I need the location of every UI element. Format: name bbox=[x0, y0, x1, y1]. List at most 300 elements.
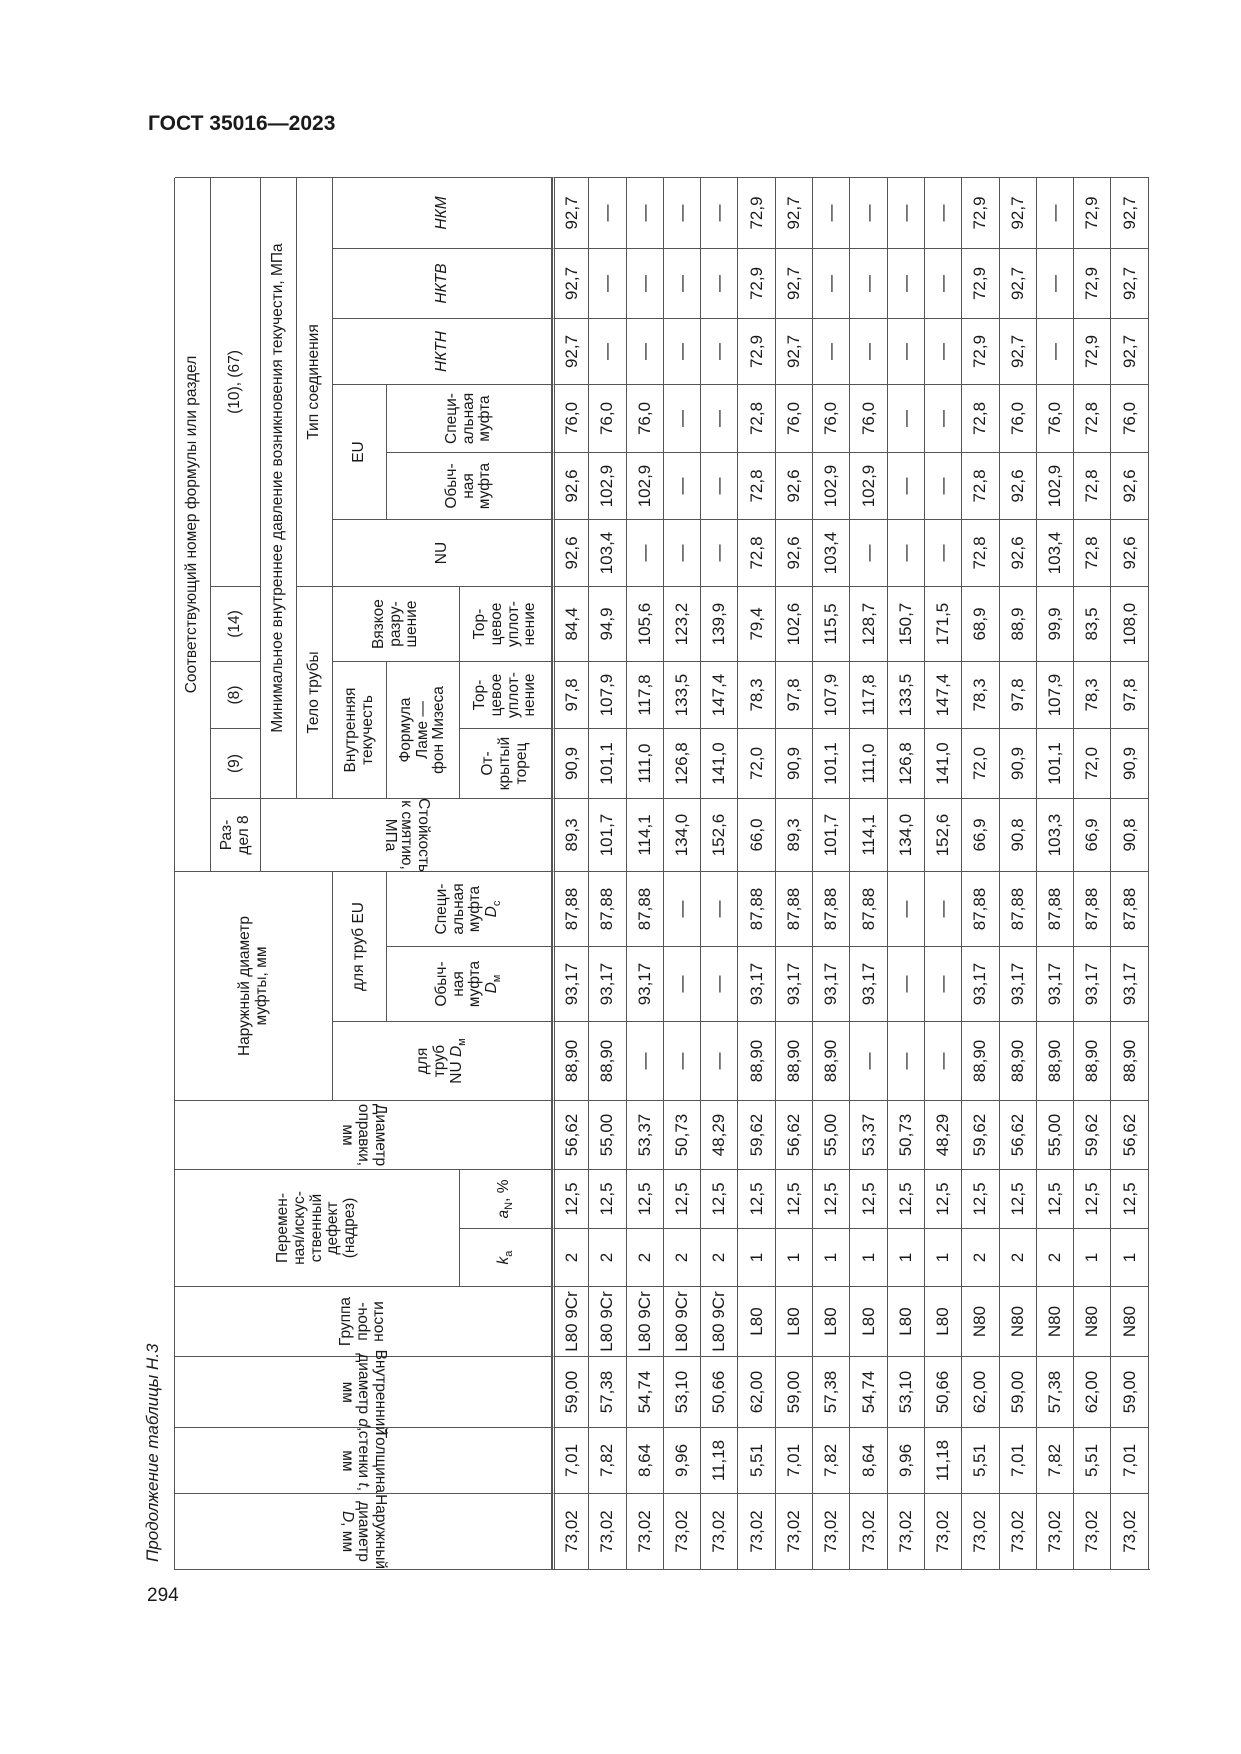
header-end-seal-ductile: Тор- цевое уплот- нение bbox=[460, 586, 552, 661]
table-cell: 5,51 bbox=[1074, 1427, 1111, 1493]
table-cell: 87,88 bbox=[850, 871, 887, 946]
table-cell: 88,90 bbox=[776, 1021, 813, 1100]
table-cell: 126,8 bbox=[664, 728, 701, 798]
table-cell: L80 9Cr bbox=[701, 1286, 738, 1356]
table-cell: 102,9 bbox=[1037, 452, 1074, 519]
table-cell: 72,8 bbox=[962, 519, 999, 586]
table-cell: 115,5 bbox=[813, 586, 850, 661]
table-cell: 107,9 bbox=[1037, 661, 1074, 728]
table-cell: 11,18 bbox=[925, 1427, 962, 1493]
table-cell: — bbox=[813, 318, 850, 384]
symbol: D bbox=[483, 906, 501, 918]
table-cell: 62,00 bbox=[962, 1356, 999, 1427]
header-regular-coupling bbox=[387, 946, 552, 1021]
table-cell: 134,0 bbox=[664, 798, 701, 871]
table-cell: 73,02 bbox=[701, 1493, 738, 1569]
table-cell: 93,17 bbox=[1111, 946, 1148, 1021]
header-ductile-rupture: Вязкое разру- шение bbox=[333, 586, 460, 661]
table-cell: 97,8 bbox=[776, 661, 813, 728]
subscript: N bbox=[502, 1201, 515, 1210]
table-cell: 12,5 bbox=[627, 1169, 664, 1228]
table-cell: 1 bbox=[738, 1228, 775, 1286]
table-cell: 73,02 bbox=[888, 1493, 925, 1569]
table-cell: — bbox=[664, 318, 701, 384]
label: Диаметр оправки, мм bbox=[338, 1103, 390, 1167]
table-cell: 12,5 bbox=[925, 1169, 962, 1228]
table-cell: 5,51 bbox=[962, 1427, 999, 1493]
table-cell: L80 9Cr bbox=[552, 1286, 589, 1356]
table-cell: — bbox=[925, 177, 962, 248]
table-cell: — bbox=[664, 177, 701, 248]
table-cell: 88,90 bbox=[962, 1021, 999, 1100]
header-formula-10-67: (10), (67) bbox=[211, 177, 261, 586]
table-cell: 72,0 bbox=[962, 728, 999, 798]
table-cell: 12,5 bbox=[850, 1169, 887, 1228]
table-cell: 59,62 bbox=[962, 1100, 999, 1169]
table-cell: 73,02 bbox=[1111, 1493, 1148, 1569]
table-cell: — bbox=[925, 519, 962, 586]
table-cell: — bbox=[813, 248, 850, 318]
table-cell: L80 bbox=[850, 1286, 887, 1356]
table-cell: 114,1 bbox=[850, 798, 887, 871]
label: Специ- альная муфта bbox=[432, 883, 484, 935]
symbol: k bbox=[494, 1256, 512, 1265]
header-inner-diameter bbox=[175, 1349, 552, 1435]
header-open-end: От- крытый торец bbox=[460, 728, 552, 798]
table-cell: 5,51 bbox=[738, 1427, 775, 1493]
symbol: d bbox=[355, 1418, 373, 1427]
table-cell: — bbox=[701, 452, 738, 519]
table-cell: 2 bbox=[664, 1228, 701, 1286]
table-cell: 87,88 bbox=[738, 871, 775, 946]
table-cell: 111,0 bbox=[627, 728, 664, 798]
table-cell: 54,74 bbox=[850, 1356, 887, 1427]
table-cell: 73,02 bbox=[813, 1493, 850, 1569]
header-min-internal-pressure: Минимальное внутреннее давление возникновения текучести, МПа bbox=[261, 177, 297, 798]
table-cell: 92,6 bbox=[1111, 452, 1148, 519]
table-cell: 7,82 bbox=[813, 1427, 850, 1493]
page-number: 294 bbox=[147, 1585, 179, 1606]
table-cell: 90,9 bbox=[1000, 728, 1037, 798]
table-cell: 92,6 bbox=[776, 519, 813, 586]
unit: , мм bbox=[338, 1522, 356, 1553]
table-cell: 76,0 bbox=[1000, 384, 1037, 452]
table-cell: 12,5 bbox=[738, 1169, 775, 1228]
table-cell: 92,7 bbox=[1111, 177, 1148, 248]
table-cell: 87,88 bbox=[962, 871, 999, 946]
table-cell: 88,90 bbox=[1037, 1021, 1074, 1100]
table-cell: 117,8 bbox=[850, 661, 887, 728]
table-cell: 50,66 bbox=[925, 1356, 962, 1427]
table-cell: 72,9 bbox=[1074, 177, 1111, 248]
table-cell: 88,90 bbox=[1111, 1021, 1148, 1100]
table-cell: 171,5 bbox=[925, 586, 962, 661]
table-cell: 2 bbox=[627, 1228, 664, 1286]
table-cell: 53,10 bbox=[664, 1356, 701, 1427]
table-cell: 66,0 bbox=[738, 798, 775, 871]
table-cell: — bbox=[664, 946, 701, 1021]
table-cell: 102,9 bbox=[589, 452, 626, 519]
table-cell: — bbox=[850, 519, 887, 586]
table-cell: 12,5 bbox=[589, 1169, 626, 1228]
table-cell: 72,9 bbox=[1074, 248, 1111, 318]
table-cell: 56,62 bbox=[776, 1100, 813, 1169]
table-cell: 50,73 bbox=[664, 1100, 701, 1169]
table-cell: 92,7 bbox=[552, 177, 589, 248]
table-cell: 152,6 bbox=[701, 798, 738, 871]
table-cell: — bbox=[925, 1021, 962, 1100]
table-caption: Продолжение таблицы Н.3 bbox=[143, 1343, 162, 1562]
header-conn-special: Специ- альная муфта bbox=[387, 384, 552, 452]
table-cell: 72,8 bbox=[1074, 452, 1111, 519]
table-cell: 76,0 bbox=[1037, 384, 1074, 452]
header-for-nu bbox=[333, 1021, 552, 1100]
table-cell: 66,9 bbox=[962, 798, 999, 871]
table-cell: 76,0 bbox=[1111, 384, 1148, 452]
table-cell: 92,7 bbox=[776, 318, 813, 384]
table-cell: — bbox=[589, 318, 626, 384]
table-cell: 73,02 bbox=[589, 1493, 626, 1569]
table-cell: 73,02 bbox=[962, 1493, 999, 1569]
subscript: a bbox=[502, 1250, 515, 1257]
table-cell: 72,0 bbox=[738, 728, 775, 798]
symbol: D bbox=[483, 982, 501, 994]
table-cell: 76,0 bbox=[552, 384, 589, 452]
table-cell: — bbox=[701, 318, 738, 384]
header-for-eu: для труб EU bbox=[333, 871, 387, 1021]
table-cell: 105,6 bbox=[627, 586, 664, 661]
table-cell: 73,02 bbox=[738, 1493, 775, 1569]
table-cell: 73,02 bbox=[776, 1493, 813, 1569]
table-cell: 88,90 bbox=[589, 1021, 626, 1100]
table-cell: 76,0 bbox=[850, 384, 887, 452]
table-cell: — bbox=[664, 1021, 701, 1100]
header-end-seal: Тор- цевое уплот- нение bbox=[460, 661, 552, 728]
table-cell: 102,9 bbox=[627, 452, 664, 519]
table-cell: 147,4 bbox=[701, 661, 738, 728]
header-nktv: НКТВ bbox=[333, 248, 552, 318]
table-cell: 7,01 bbox=[552, 1427, 589, 1493]
header-an bbox=[460, 1169, 552, 1228]
table-cell: 90,9 bbox=[552, 728, 589, 798]
table-cell: 133,5 bbox=[888, 661, 925, 728]
header-pipe-body: Тело трубы bbox=[297, 586, 333, 798]
table-cell: 76,0 bbox=[627, 384, 664, 452]
header-collapse-resistance bbox=[261, 798, 552, 871]
table-cell: 88,9 bbox=[1000, 586, 1037, 661]
table-cell: — bbox=[850, 248, 887, 318]
table-cell: 102,6 bbox=[776, 586, 813, 661]
table-cell: 73,02 bbox=[552, 1493, 589, 1569]
table-cell: 92,6 bbox=[552, 452, 589, 519]
table-cell: — bbox=[925, 946, 962, 1021]
table-cell: 72,9 bbox=[962, 318, 999, 384]
table-cell: 107,9 bbox=[589, 661, 626, 728]
table-cell: 101,7 bbox=[589, 798, 626, 871]
table-cell: 72,8 bbox=[738, 452, 775, 519]
table-cell: 56,62 bbox=[552, 1100, 589, 1169]
table-cell: — bbox=[627, 318, 664, 384]
table-cell: — bbox=[701, 248, 738, 318]
label: Толщина стенки bbox=[355, 1428, 390, 1493]
table-cell: 76,0 bbox=[813, 384, 850, 452]
table-cell: 88,90 bbox=[552, 1021, 589, 1100]
table-cell: 72,8 bbox=[962, 384, 999, 452]
table-cell: N80 bbox=[1074, 1286, 1111, 1356]
header-wall-thickness bbox=[175, 1427, 552, 1493]
table-cell: — bbox=[850, 177, 887, 248]
table-cell: 97,8 bbox=[1000, 661, 1037, 728]
table-cell: 101,7 bbox=[813, 798, 850, 871]
table-cell: 11,18 bbox=[701, 1427, 738, 1493]
table-cell: 93,17 bbox=[776, 946, 813, 1021]
table-cell: — bbox=[925, 384, 962, 452]
table-cell: 7,01 bbox=[1111, 1427, 1148, 1493]
table-cell: 76,0 bbox=[776, 384, 813, 452]
table-cell: — bbox=[664, 519, 701, 586]
table-cell: 107,9 bbox=[813, 661, 850, 728]
header-mandrel-diameter bbox=[175, 1100, 552, 1169]
header-strength-group: Группа проч- ности bbox=[175, 1286, 552, 1356]
table-cell: — bbox=[925, 871, 962, 946]
table-cell: 72,0 bbox=[1074, 728, 1111, 798]
table-cell: 123,2 bbox=[664, 586, 701, 661]
header-nktn: НКТН bbox=[333, 318, 552, 384]
table-cell: 102,9 bbox=[813, 452, 850, 519]
table-cell: 89,3 bbox=[776, 798, 813, 871]
table-cell: 87,88 bbox=[776, 871, 813, 946]
table-cell: 2 bbox=[701, 1228, 738, 1286]
table-cell: 126,8 bbox=[888, 728, 925, 798]
table-cell: 133,5 bbox=[664, 661, 701, 728]
label: Внутренний диаметр bbox=[355, 1349, 390, 1435]
table-cell: 68,9 bbox=[962, 586, 999, 661]
table-cell: 92,7 bbox=[552, 248, 589, 318]
table-cell: 59,62 bbox=[1074, 1100, 1111, 1169]
table-cell: 12,5 bbox=[1111, 1169, 1148, 1228]
table-cell: 87,88 bbox=[589, 871, 626, 946]
table-cell: 50,73 bbox=[888, 1100, 925, 1169]
table-cell: 97,8 bbox=[1111, 661, 1148, 728]
document-title: ГОСТ 35016—2023 bbox=[148, 112, 336, 135]
table-cell: 92,7 bbox=[776, 248, 813, 318]
header-special-coupling bbox=[387, 871, 552, 946]
table-cell: 66,9 bbox=[1074, 798, 1111, 871]
table-cell: 55,00 bbox=[1037, 1100, 1074, 1169]
table-cell: 72,8 bbox=[738, 384, 775, 452]
table-h3-rotated bbox=[174, 178, 1150, 1570]
table-cell: 56,62 bbox=[1000, 1100, 1037, 1169]
table-cell: 62,00 bbox=[738, 1356, 775, 1427]
table-cell: 90,8 bbox=[1111, 798, 1148, 871]
table-cell: 101,1 bbox=[589, 728, 626, 798]
table-cell: 90,9 bbox=[1111, 728, 1148, 798]
unit: , мм bbox=[338, 1381, 373, 1432]
table-cell: 92,6 bbox=[1111, 519, 1148, 586]
table-cell: 54,74 bbox=[627, 1356, 664, 1427]
table-cell: 55,00 bbox=[813, 1100, 850, 1169]
table-cell: 73,02 bbox=[1000, 1493, 1037, 1569]
table-cell: N80 bbox=[1000, 1286, 1037, 1356]
table-cell: — bbox=[813, 177, 850, 248]
table-cell: 87,88 bbox=[1037, 871, 1074, 946]
table-cell: 92,6 bbox=[552, 519, 589, 586]
table-cell: 134,0 bbox=[888, 798, 925, 871]
table-cell: 55,00 bbox=[589, 1100, 626, 1169]
table-cell: — bbox=[850, 1021, 887, 1100]
table-cell: 59,00 bbox=[1111, 1356, 1148, 1427]
table-cell: 73,02 bbox=[664, 1493, 701, 1569]
table-cell: — bbox=[701, 384, 738, 452]
table-cell: — bbox=[701, 871, 738, 946]
table-cell: 93,17 bbox=[850, 946, 887, 1021]
table-cell: — bbox=[701, 946, 738, 1021]
table-cell: 12,5 bbox=[701, 1169, 738, 1228]
table-cell: 1 bbox=[776, 1228, 813, 1286]
table-cell: — bbox=[888, 946, 925, 1021]
table-cell: 93,17 bbox=[589, 946, 626, 1021]
table-cell: 141,0 bbox=[701, 728, 738, 798]
table-cell: 1 bbox=[850, 1228, 887, 1286]
table-cell: 48,29 bbox=[701, 1100, 738, 1169]
symbol: D bbox=[338, 1510, 356, 1523]
table-cell: 2 bbox=[589, 1228, 626, 1286]
header-conn-regular: Обыч- ная муфта bbox=[387, 452, 552, 519]
table-cell: 50,66 bbox=[701, 1356, 738, 1427]
table-cell: 73,02 bbox=[1037, 1493, 1074, 1569]
table-cell: — bbox=[664, 248, 701, 318]
table-cell: 12,5 bbox=[1074, 1169, 1111, 1228]
table-cell: 72,9 bbox=[738, 248, 775, 318]
table-cell: 92,6 bbox=[776, 452, 813, 519]
table-cell: 72,9 bbox=[1074, 318, 1111, 384]
table-cell: 12,5 bbox=[776, 1169, 813, 1228]
table-cell: L80 bbox=[813, 1286, 850, 1356]
table-cell: 88,90 bbox=[1000, 1021, 1037, 1100]
table-cell: 141,0 bbox=[925, 728, 962, 798]
table-cell: — bbox=[701, 177, 738, 248]
table-cell: 72,8 bbox=[962, 452, 999, 519]
table-cell: 7,82 bbox=[1037, 1427, 1074, 1493]
table-cell: 93,17 bbox=[552, 946, 589, 1021]
table-cell: 89,3 bbox=[552, 798, 589, 871]
table-cell: — bbox=[888, 452, 925, 519]
table-cell: 73,02 bbox=[925, 1493, 962, 1569]
table-cell: — bbox=[701, 1021, 738, 1100]
symbol: a bbox=[494, 1209, 512, 1219]
table-cell: 103,4 bbox=[813, 519, 850, 586]
header-section-8: Раз- дел 8 bbox=[211, 798, 261, 871]
table-cell: 93,17 bbox=[813, 946, 850, 1021]
header-connection-type: Тип соединения bbox=[297, 177, 333, 586]
table-cell: 78,3 bbox=[738, 661, 775, 728]
header-defect: Перемен- ная/искус- ственный дефект (надрез) bbox=[175, 1169, 460, 1286]
table-cell: 88,90 bbox=[738, 1021, 775, 1100]
table-cell: L80 9Cr bbox=[664, 1286, 701, 1356]
table-cell: — bbox=[664, 871, 701, 946]
table-cell: 12,5 bbox=[888, 1169, 925, 1228]
table-cell: 73,02 bbox=[850, 1493, 887, 1569]
table-cell: 117,8 bbox=[627, 661, 664, 728]
table-cell: 103,4 bbox=[589, 519, 626, 586]
table-cell: 103,3 bbox=[1037, 798, 1074, 871]
table-cell: 72,9 bbox=[738, 318, 775, 384]
table-cell: 59,00 bbox=[552, 1356, 589, 1427]
table-cell: — bbox=[888, 871, 925, 946]
table-cell: — bbox=[1037, 248, 1074, 318]
table-cell: 87,88 bbox=[813, 871, 850, 946]
table-cell: 152,6 bbox=[925, 798, 962, 871]
header-coupling-diameter: Наружный диаметр муфты, мм bbox=[175, 871, 333, 1100]
header-formula-reference: Соответствующий номер формулы или раздел bbox=[175, 177, 211, 871]
table-cell: 48,29 bbox=[925, 1100, 962, 1169]
table-cell: 93,17 bbox=[627, 946, 664, 1021]
label: Стойкость к смятию, МПа bbox=[381, 798, 433, 872]
table-cell: 2 bbox=[1037, 1228, 1074, 1286]
table-cell: 79,4 bbox=[738, 586, 775, 661]
table-cell: — bbox=[888, 519, 925, 586]
table-cell: L80 bbox=[776, 1286, 813, 1356]
table-cell: L80 9Cr bbox=[589, 1286, 626, 1356]
label: Наружный диаметр bbox=[355, 1494, 390, 1569]
table-cell: 73,02 bbox=[627, 1493, 664, 1569]
table-cell: — bbox=[888, 248, 925, 318]
label: для труб NU bbox=[414, 1044, 465, 1084]
table-cell: L80 bbox=[738, 1286, 775, 1356]
table-cell: 92,6 bbox=[1000, 452, 1037, 519]
table-cell: 1 bbox=[813, 1228, 850, 1286]
table-cell: 92,7 bbox=[1000, 177, 1037, 248]
table-cell: 72,9 bbox=[962, 177, 999, 248]
table-cell: — bbox=[888, 384, 925, 452]
table-cell: 7,01 bbox=[1000, 1427, 1037, 1493]
table-cell: 12,5 bbox=[664, 1169, 701, 1228]
table-cell: 62,00 bbox=[1074, 1356, 1111, 1427]
table-cell: — bbox=[888, 177, 925, 248]
table-cell: 101,1 bbox=[813, 728, 850, 798]
table-cell: 72,8 bbox=[1074, 384, 1111, 452]
table-cell: 57,38 bbox=[813, 1356, 850, 1427]
header-internal-yield: Внутренняя текучесть bbox=[333, 661, 387, 798]
table-cell: 92,7 bbox=[1111, 248, 1148, 318]
header-formula-14: (14) bbox=[211, 586, 261, 661]
header-conn-eu: EU bbox=[333, 384, 387, 519]
header-formula-9: (9) bbox=[211, 728, 261, 798]
table-cell: 8,64 bbox=[850, 1427, 887, 1493]
table-cell: 1 bbox=[888, 1228, 925, 1286]
table-cell: 72,9 bbox=[962, 248, 999, 318]
table-cell: N80 bbox=[1037, 1286, 1074, 1356]
table-cell: — bbox=[627, 1021, 664, 1100]
table-cell: 57,38 bbox=[589, 1356, 626, 1427]
table-cell: 12,5 bbox=[813, 1169, 850, 1228]
table-cell: 78,3 bbox=[962, 661, 999, 728]
table-cell: 92,7 bbox=[1000, 318, 1037, 384]
header-conn-nu: NU bbox=[333, 519, 552, 586]
table-cell: — bbox=[925, 452, 962, 519]
table-cell: 111,0 bbox=[850, 728, 887, 798]
table-cell: 93,17 bbox=[962, 946, 999, 1021]
table-cell: 72,8 bbox=[738, 519, 775, 586]
table-cell: — bbox=[589, 248, 626, 318]
unit: , мм bbox=[338, 1449, 373, 1491]
table-cell: 8,64 bbox=[627, 1427, 664, 1493]
table-cell: 12,5 bbox=[1000, 1169, 1037, 1228]
table-cell: 94,9 bbox=[589, 586, 626, 661]
table-cell: 90,9 bbox=[776, 728, 813, 798]
table-cell: 150,7 bbox=[888, 586, 925, 661]
table-cell: 76,0 bbox=[589, 384, 626, 452]
